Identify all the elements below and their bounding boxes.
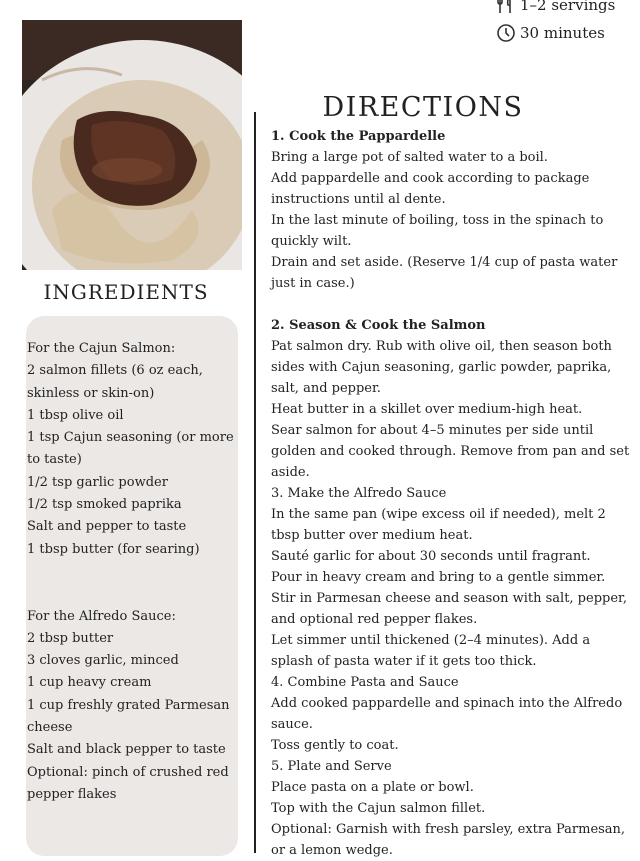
- ingredient-item: 2 tbsp butter: [27, 630, 114, 646]
- ingredient-item: 1 tbsp olive oil: [27, 407, 124, 423]
- step-line: Place pasta on a plate or bowl.: [271, 780, 474, 795]
- salmon-pasta-photo: [22, 20, 242, 270]
- ingredient-item: 1 tbsp butter (for searing): [27, 541, 200, 557]
- ingredient-item: 1 cup freshly grated Parmesan cheese: [27, 697, 230, 736]
- time-row: [496, 19, 615, 47]
- ingredient-item: 2 salmon fillets (6 oz each, skinless or skin-on): [27, 363, 203, 401]
- step-line: Drain and set aside. (Reserve 1/4 cup of pasta water just in case.): [271, 255, 618, 291]
- ingredient-item: 3 cloves garlic, minced: [27, 653, 179, 669]
- step-line: Stir in Parmesan cheese and season with salt, pepper, and optional red pepper flakes.: [271, 591, 627, 627]
- step-line: Pat salmon dry. Rub with olive oil, then season both sides with Cajun seasoning, garlic powder, paprika, salt, and pepper.: [271, 339, 612, 396]
- step-line: Let simmer until thickened (2–4 minutes). Add a splash of pasta water if it gets too thick.: [271, 633, 591, 669]
- step-line: Optional: Garnish with fresh parsley, extra Parmesan, or a lemon wedge.: [271, 822, 626, 858]
- ingredient-item: 1/2 tsp garlic powder: [27, 474, 168, 490]
- step-line: Heat butter in a skillet over medium-high heat.: [271, 402, 583, 417]
- step-line: In the last minute of boiling, toss in the spinach to quickly wilt.: [271, 213, 604, 249]
- directions-list: [271, 126, 633, 861]
- step-line: In the same pan (wipe excess oil if needed), melt 2 tbsp butter over medium heat.: [271, 507, 606, 543]
- salmon-section-header: For the Cajun Salmon:: [27, 341, 176, 356]
- step-line: Pour in heavy cream and bring to a gentle simmer.: [271, 570, 606, 585]
- step-heading: 5. Plate and Serve: [271, 759, 392, 774]
- directions-title: DIRECTIONS: [322, 92, 524, 123]
- clock-icon: [496, 23, 516, 43]
- ingredient-item: Salt and pepper to taste: [27, 519, 187, 535]
- step-heading: 4. Combine Pasta and Sauce: [271, 675, 459, 690]
- ingredient-item: 1 tsp Cajun seasoning (or more to taste): [27, 430, 234, 468]
- step-line: Bring a large pot of salted water to a boil.: [271, 150, 548, 165]
- ingredients-title: INGREDIENTS: [43, 280, 209, 304]
- ingredient-item: 1 cup heavy cream: [27, 675, 152, 691]
- ingredient-item: Salt and black pepper to taste: [27, 742, 226, 758]
- ingredient-item: Optional: pinch of crushed red pepper flakes: [27, 764, 229, 802]
- step-line: Add pappardelle and cook according to package instructions until al dente.: [271, 171, 590, 207]
- step-heading: 2. Season & Cook the Salmon: [271, 318, 486, 333]
- fork-knife-icon: [496, 0, 516, 15]
- step-line: Toss gently to coat.: [271, 738, 399, 753]
- sauce-section-header: For the Alfredo Sauce:: [27, 608, 176, 624]
- time-text: 30 minutes: [520, 24, 605, 42]
- ingredient-item: 1/2 tsp smoked paprika: [27, 497, 182, 513]
- column-divider: [254, 112, 256, 853]
- ingredients-list: [27, 338, 239, 806]
- servings-text: 1–2 servings: [520, 0, 616, 14]
- servings-row: [496, 0, 615, 19]
- step-line: Sear salmon for about 4–5 minutes per side until golden and cooked through. Remove from pan and set aside.: [271, 423, 630, 480]
- recipe-meta: [496, 0, 615, 47]
- step-heading: 3. Make the Alfredo Sauce: [271, 486, 447, 501]
- step-line: Sauté garlic for about 30 seconds until fragrant.: [271, 549, 591, 564]
- step-line: Add cooked pappardelle and spinach into the Alfredo sauce.: [271, 696, 623, 732]
- step-line: Top with the Cajun salmon fillet.: [271, 801, 486, 816]
- step-heading: 1. Cook the Pappardelle: [271, 129, 446, 144]
